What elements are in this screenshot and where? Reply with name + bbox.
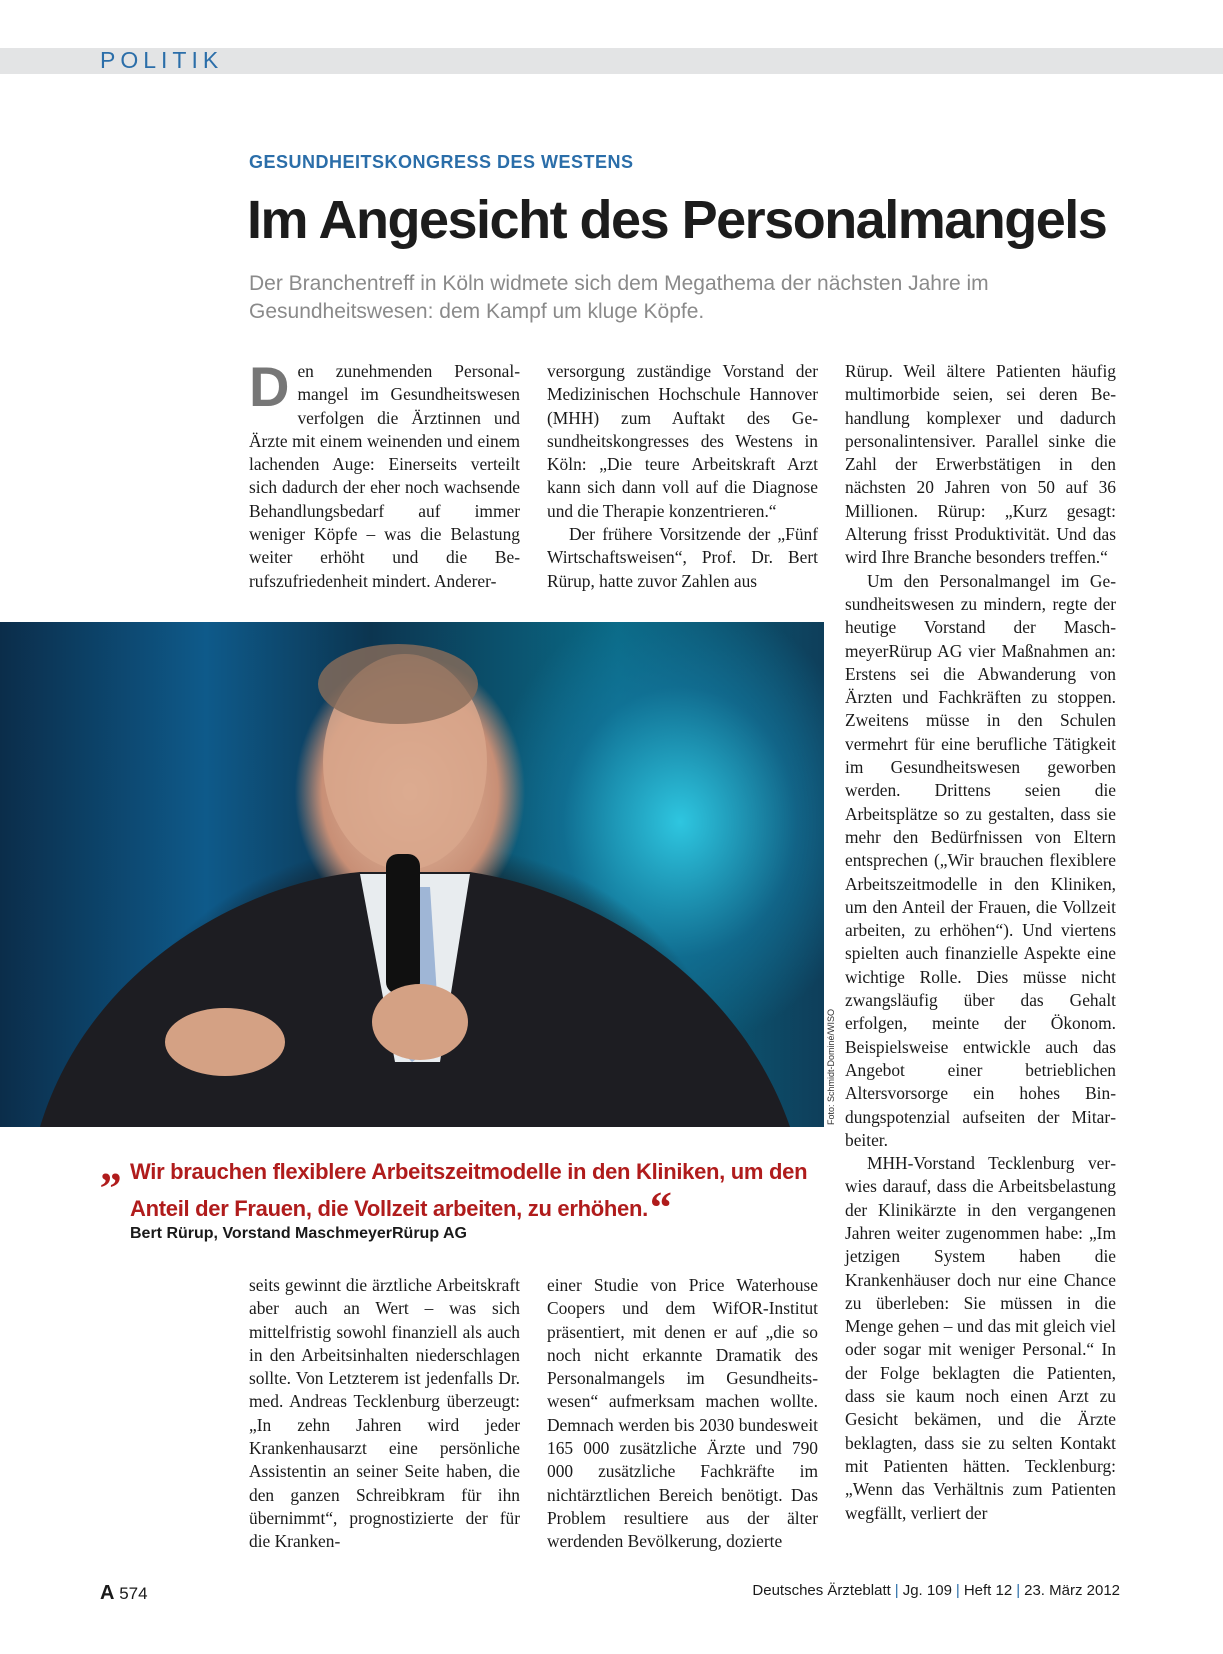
- article-photo: [0, 622, 824, 1127]
- column-1-top: [249, 355, 520, 593]
- journal-date: 23. März 2012: [1024, 1582, 1120, 1599]
- microphone: [386, 854, 420, 994]
- page-number: 574: [119, 1584, 148, 1603]
- separator: |: [894, 1582, 899, 1599]
- speaker-hair: [318, 644, 478, 724]
- paragraph: Der frühere Vorsitzende der „Fünf Wirtschaftsweisen“, Prof. Dr. Bert Rürup, hatte zuvor Zahlen aus: [547, 524, 818, 591]
- paragraph: [249, 355, 520, 593]
- article-standfirst: Der Branchentreff in Köln widmete sich dem Megathema der nächsten Jahre im Gesundheitswesen: dem Kampf um kluge Köpfe.: [249, 272, 989, 323]
- page-folio: [100, 1582, 148, 1605]
- quote-close-mark: “: [649, 1183, 672, 1232]
- photo-credit: Foto: Schmidt-Dominé/WISO: [826, 1008, 836, 1125]
- paragraph: einer Studie von Price Waterhouse Coopers und dem WifOR-Institut präsentiert, mit denen er auf „die so noch nicht erkannte Dramatik des Personalmangels im Gesundheitswesen“ aufmerksam machen wollte. Demnach werden bis 2030 bundesweit 165 000 zusätzliche Ärzte und 790 000 zusätzliche Fachkräfte im nichtärztlichen Bereich benötigt. Das Problem resultiere aus der älter werdenden Bevölkerung, dozierte: [547, 1275, 818, 1552]
- paragraph: Um den Personalmangel im Gesundheitswesen zu mindern, regte der heutige Vorstand der MaschmeyerRürup AG vier Maßnahmen an: Erstens sei die Abwanderung von Ärzten und Fachkräften zu stoppen. Zweitens müsse in den Schulen vermehrt für eine berufliche Tätigkeit im Gesundheitswesen geworben werden. Drittens seien die Arbeitsplätze so zu gestalten, dass sie mehr den Bedürfnissen von Eltern entsprechen („Wir brauchen flexiblere Arbeitszeitmodelle in den Kliniken, um den Anteil der Frauen, die Vollzeit arbeiten, zu erhöhen“). Und viertens spielten auch finanzielle Aspekte eine wichtige Rolle. Dies müsse nicht zwangsläufig über das Gehalt erfolgen, meinte der Ökonom. Beispielsweise entwickle auch das Angebot einer betrieblichen Altersvorsorge ein hohes Bindungspotenzial aufseiten der Mitarbeiter.: [845, 570, 1116, 1150]
- speaker-silhouette: [0, 622, 824, 1127]
- quote-open-mark: „: [100, 1141, 122, 1190]
- quote-author: Bert Rürup, Vorstand MaschmeyerRürup AG: [130, 1225, 467, 1242]
- paragraph: versorgung zuständige Vorstand der Medizinischen Hochschule Hannover (MHH) zum Auftakt des Gesundheitskongresses des Westens in Köln: „Die teure Arbeitskraft Arzt kann sich dann voll auf die Diagnose und die Therapie konzentrieren.“: [547, 361, 818, 521]
- quote-text: Wir brauchen flexiblere Arbeitszeitmodelle in den Kliniken, um den Anteil der Frauen, die Vollzeit arbeiten, zu erhöhen.: [130, 1159, 808, 1221]
- article-kicker: GESUNDHEITSKONGRESS DES WESTENS: [249, 152, 634, 172]
- journal-issue: Heft 12: [963, 1582, 1013, 1599]
- separator: |: [955, 1582, 960, 1599]
- journal-volume: Jg. 109: [902, 1582, 952, 1599]
- page-prefix: A: [100, 1582, 115, 1604]
- column-3: [845, 360, 1116, 1525]
- column-2-top: [547, 360, 818, 593]
- paragraph-text: en zunehmenden Personalmangel im Gesundheitswesen verfolgen die Ärztinnen und Ärzte mit einem weinenden und einem lachenden Auge: Einerseits verteilt sich dadurch der eher noch wachsende Behandlungsbedarf auf immer weniger Köpfe – was die Belastung weiter erhöht und die Berufszufriedenheit mindert. Anderer-: [249, 361, 520, 591]
- paragraph: seits gewinnt die ärztliche Arbeitskraft aber auch an Wert – was sich mittelfristig sowohl finanziell als auch in den Arbeitsinhalten niederschlagen sollte. Von Letzterem ist jedenfalls Dr. med. Andreas Tecklenburg überzeugt: „In zehn Jahren wird jeder Krankenhausarzt eine persönliche Assistentin an seiner Seite haben, die den ganzen Schreibkram für ihn übernimmt“, prognostizierte der für die Kranken-: [249, 1275, 520, 1552]
- paragraph: MHH-Vorstand Tecklenburg verwies darauf, dass die Arbeitsbelastung der Klinikärzte in den vergangenen Jahren weiter zugenommen habe: „Im jetzigen System haben die Krankenhäuser doch nur eine Chance zu überleben: Sie müssen in die Menge gehen – und das mit gleich viel oder sogar mit weniger Personal.“ In der Folge beklagten die Patienten, dass sie kaum noch einen Arzt zu Gesicht bekämen, und die Ärzte beklagten, dass sie zu selten Kontakt mit Patienten hätten. Tecklenburg: „Wenn das Verhältnis zum Patienten wegfällt, verliert der: [845, 1153, 1116, 1523]
- article-headline: Im Angesicht des Personalmangels: [247, 190, 1107, 250]
- journal-name: Deutsches Ärzteblatt: [752, 1582, 891, 1599]
- speaker-hand-right: [372, 984, 468, 1060]
- column-2-bottom: [547, 1274, 818, 1554]
- separator: |: [1016, 1582, 1021, 1599]
- speaker-hand-left: [165, 1008, 285, 1076]
- column-1-bottom: [249, 1274, 520, 1554]
- quote-text-wrapper: [100, 1157, 820, 1232]
- footer-journal-info: [752, 1582, 1120, 1599]
- paragraph: Rürup. Weil ältere Patienten häufig multimorbide seien, sei deren Behandlung komplexer und dadurch personalintensiver. Parallel sinke die Zahl der Erwerbstätigen in den nächsten 20 Jahren von 50 auf 36 Millionen. Rürup: „Kurz gesagt: Alterung frisst Produktivität. Und das wird Ihre Branche besonders treffen.“: [845, 361, 1116, 568]
- section-label: POLITIK: [100, 47, 224, 73]
- pull-quote: [100, 1141, 820, 1232]
- drop-cap: D: [249, 355, 290, 418]
